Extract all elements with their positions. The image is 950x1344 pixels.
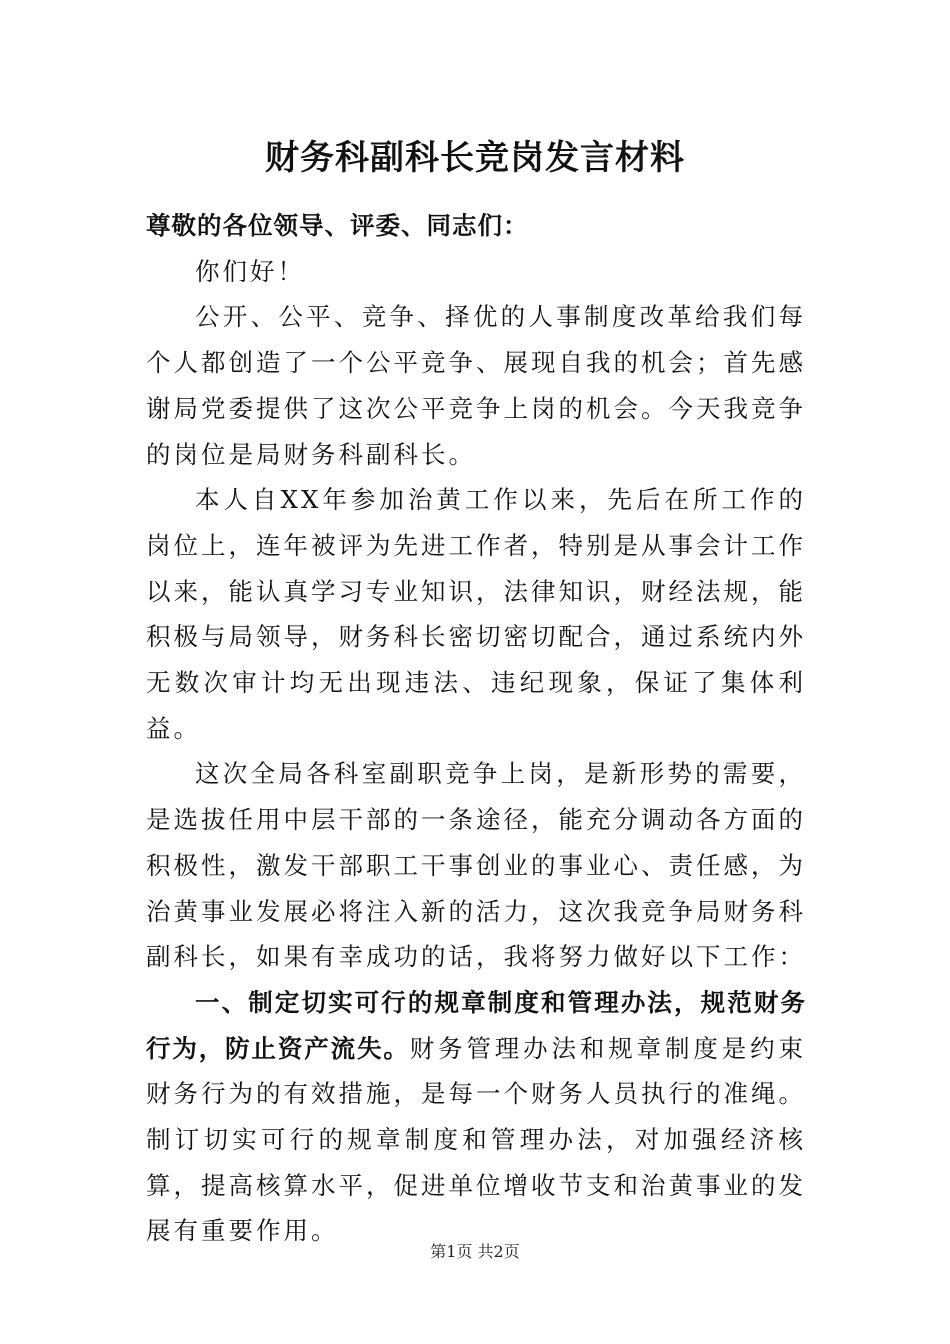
document-title: 财务科副科长竞岗发言材料 — [265, 138, 685, 178]
paragraph: 公开、公平、竞争、择优的人事制度改革给我们每个人都创造了一个公平竞争、展现自我的机会；首先感谢局党委提供了这次公平竞争上岗的机会。今天我竞争的岗位是局财务科副科长。 — [146, 302, 806, 469]
greeting: 你们好！ — [195, 256, 305, 286]
section-one-heading: 一、制定切实可行的规章制度和管理办法，规范财务行为，防止资产流失。 — [146, 987, 806, 1063]
page-footer: 第1页 共2页 — [430, 1242, 520, 1261]
paragraph: 这次全局各科室副职竞争上岗，是新形势的需要，是选拔任用中层干部的一条途径，能充分调动各方面的积极性，激发干部职工干事创业的事业心、责任感，为治黄事业发展必将注入新的活力，这次我竞争局财务科副科长，如果有幸成功的话，我将努力做好以下工作： — [146, 759, 806, 972]
document-body — [146, 203, 806, 1254]
paragraph: 本人自XX年参加治黄工作以来，先后在所工作的岗位上，连年被评为先进工作者，特别是从事会计工作以来，能认真学习专业知识，法律知识，财经法规，能积极与局领导，财务科长密切密切配合，通过系统内外无数次审计均无出现违法、违纪现象，保证了集体利益。 — [146, 485, 806, 743]
section-one-body: 财务管理办法和规章制度是约束财务行为的有效措施，是每一个财务人员执行的准绳。制订切实可行的规章制度和管理办法，对加强经济核算，提高核算水平，促进单位增收节支和治黄事业的发展有重要作用。 — [146, 1033, 807, 1246]
section-one-paragraph — [146, 980, 806, 1254]
salutation: 尊敬的各位领导、评委、同志们： — [146, 211, 529, 240]
